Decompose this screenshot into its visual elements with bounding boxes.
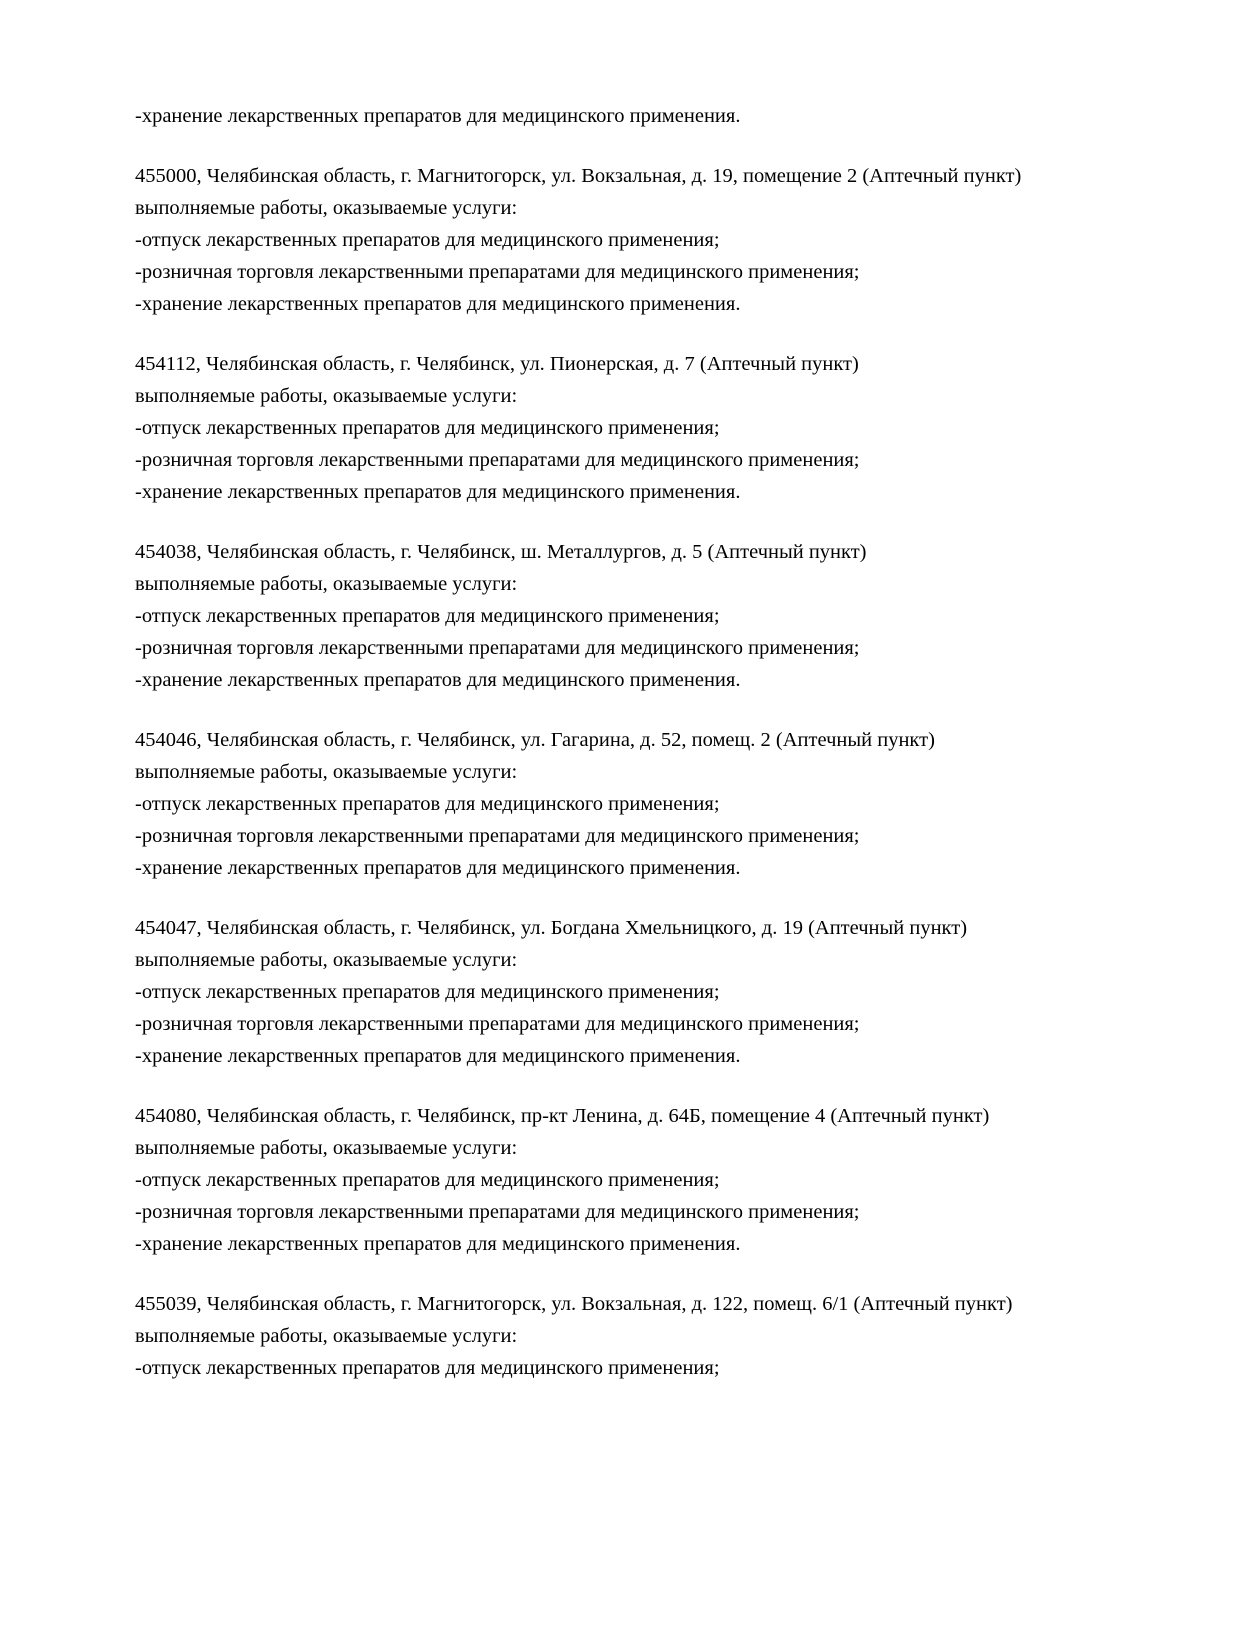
entry-address: 454047, Челябинская область, г. Челябинск, ул. Богдана Хмельницкого, д. 19 (Аптечный пункт)	[135, 917, 968, 939]
document-body	[135, 100, 1105, 1384]
license-entry-5	[135, 912, 1105, 1072]
license-entry-2	[135, 348, 1105, 508]
license-entry-6	[135, 1100, 1105, 1260]
entry-services-heading: выполняемые работы, оказываемые услуги:	[135, 385, 518, 407]
entry-service-item: -хранение лекарственных препаратов для медицинского применения.	[135, 481, 741, 503]
entry-service-item: -розничная торговля лекарственными препаратами для медицинского применения;	[135, 261, 860, 283]
entry-service-item: -розничная торговля лекарственными препаратами для медицинского применения;	[135, 825, 860, 847]
entry-service-item: -розничная торговля лекарственными препаратами для медицинского применения;	[135, 1013, 860, 1035]
license-entry-7	[135, 1288, 1105, 1384]
entry-service-item: -отпуск лекарственных препаратов для медицинского применения;	[135, 229, 720, 251]
license-entry-1	[135, 160, 1105, 320]
entry-service-item: -отпуск лекарственных препаратов для медицинского применения;	[135, 1357, 720, 1379]
entry-services-heading: выполняемые работы, оказываемые услуги:	[135, 949, 518, 971]
entry-services-heading: выполняемые работы, оказываемые услуги:	[135, 1325, 518, 1347]
entry-address: 454038, Челябинская область, г. Челябинск, ш. Металлургов, д. 5 (Аптечный пункт)	[135, 541, 867, 563]
entry-service-item: -розничная торговля лекарственными препаратами для медицинского применения;	[135, 449, 860, 471]
entry-service-item: -хранение лекарственных препаратов для медицинского применения.	[135, 1045, 741, 1067]
entry-service-item: -хранение лекарственных препаратов для медицинского применения.	[135, 293, 741, 315]
entry-address: 454080, Челябинская область, г. Челябинск, пр-кт Ленина, д. 64Б, помещение 4 (Аптечный пункт)	[135, 1105, 990, 1127]
entry-address: 455000, Челябинская область, г. Магнитогорск, ул. Вокзальная, д. 19, помещение 2 (Аптечный пункт)	[135, 165, 1022, 187]
entry-service-item: -розничная торговля лекарственными препаратами для медицинского применения;	[135, 637, 860, 659]
entry-service-item: -розничная торговля лекарственными препаратами для медицинского применения;	[135, 1201, 860, 1223]
entry-address: 454046, Челябинская область, г. Челябинск, ул. Гагарина, д. 52, помещ. 2 (Аптечный пункт)	[135, 729, 935, 751]
entry-services-heading: выполняемые работы, оказываемые услуги:	[135, 573, 518, 595]
entry-service-item: -отпуск лекарственных препаратов для медицинского применения;	[135, 417, 720, 439]
license-entry-4	[135, 724, 1105, 884]
entry-service-item: -отпуск лекарственных препаратов для медицинского применения;	[135, 605, 720, 627]
license-entry-3	[135, 536, 1105, 696]
entry-address: 455039, Челябинская область, г. Магнитогорск, ул. Вокзальная, д. 122, помещ. 6/1 (Аптечный пункт)	[135, 1293, 1013, 1315]
entry-services-heading: выполняемые работы, оказываемые услуги:	[135, 1137, 518, 1159]
intro-paragraph	[135, 100, 1105, 132]
entry-service-item: -отпуск лекарственных препаратов для медицинского применения;	[135, 793, 720, 815]
entry-service-item: -отпуск лекарственных препаратов для медицинского применения;	[135, 981, 720, 1003]
entry-service-item: -отпуск лекарственных препаратов для медицинского применения;	[135, 1169, 720, 1191]
entry-service-item: -хранение лекарственных препаратов для медицинского применения.	[135, 857, 741, 879]
entry-service-item: -хранение лекарственных препаратов для медицинского применения.	[135, 1233, 741, 1255]
intro-line: -хранение лекарственных препаратов для медицинского применения.	[135, 105, 741, 127]
entry-service-item: -хранение лекарственных препаратов для медицинского применения.	[135, 669, 741, 691]
entry-address: 454112, Челябинская область, г. Челябинск, ул. Пионерская, д. 7 (Аптечный пункт)	[135, 353, 859, 375]
entry-services-heading: выполняемые работы, оказываемые услуги:	[135, 761, 518, 783]
entry-services-heading: выполняемые работы, оказываемые услуги:	[135, 197, 518, 219]
